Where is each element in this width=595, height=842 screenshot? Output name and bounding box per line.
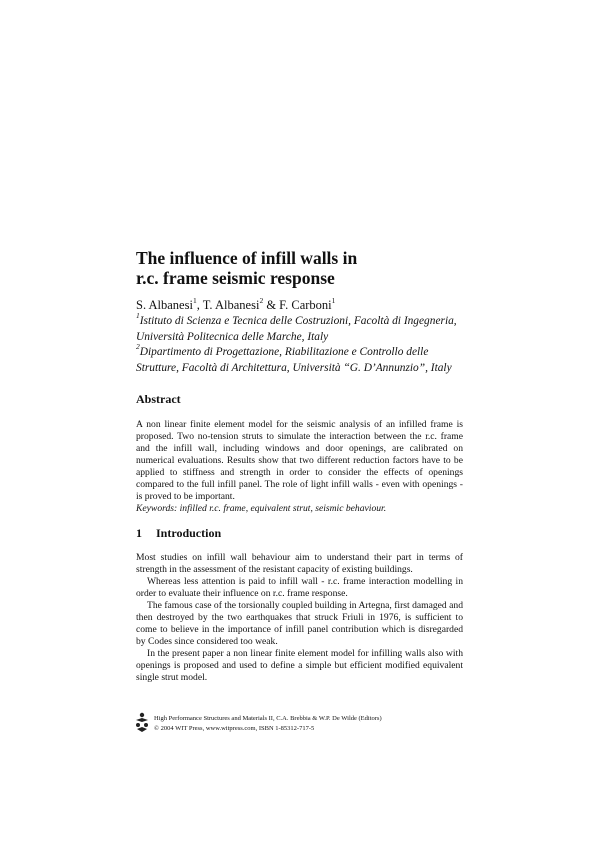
author-1-affil: 1 [192,295,197,305]
affiliations [136,311,476,376]
wit-press-logo-icon [134,711,150,733]
author-3: & F. Carboni [263,298,332,312]
affiliation-1-marker: 1 [136,311,140,321]
keywords: Keywords: infilled r.c. frame, equivalent strut, seismic behaviour. [136,503,387,514]
author-2-affil: 2 [259,295,264,305]
footer-line-1: High Performance Structures and Materials II, C.A. Brebbia & W.P. De Wilde (Editors) [154,715,382,722]
title-line-1: The influence of infill walls in [136,248,358,268]
paper-title [136,248,476,288]
footer-line-2: © 2004 WIT Press, www.witpress.com, ISBN 1-85312-717-5 [154,724,315,732]
introduction-body [136,552,463,684]
author-1: S. Albanesi [136,298,193,312]
section-number: 1 [136,526,142,540]
affiliation-2-text: Dipartimento di Progettazione, Riabilitazione e Controllo delle [139,346,429,358]
author-2: , T. Albanesi [196,298,260,312]
intro-paragraph-3: The famous case of the torsionally coupled building in Artegna, first damaged and then destroyed by the two earthquakes that struck Friuli in 1976, is sufficient to come to believe in the importance of infill panel contribution which is disregarded by Codes since considered too weak. [136,600,463,647]
author-3-affil: 1 [331,295,336,305]
affiliation-2-marker: 2 [136,342,140,352]
abstract-body [136,419,463,515]
affiliation-2-line-2: Strutture, Facoltà di Architettura, Università “G. D’Annunzio”, Italy [136,361,452,374]
affiliation-1-text: Istituto di Scienza e Tecnica delle Costruzioni, Facoltà di Ingegneria, [139,315,457,327]
author-list [136,295,336,313]
section-title: Introduction [156,526,222,540]
affiliation-1-line-2: Università Politecnica delle Marche, Italy [136,330,329,343]
abstract-heading: Abstract [136,392,181,406]
intro-paragraph-4: In the present paper a non linear finite element model for infilling walls also with openings is proposed and used to define a simple but efficient modified equivalent single strut model. [136,648,463,683]
section-heading-introduction [136,526,221,541]
affiliation-1-line-1 [136,311,476,330]
intro-paragraph-1: Most studies on infill wall behaviour aim to understand their part in terms of strength in the assessment of the resistant capacity of existing buildings. [136,552,463,575]
abstract-text: A non linear finite element model for the seismic analysis of an infilled frame is proposed. Two no-tension struts to simulate the interaction between the r.c. frame and the infill wall, including windows and door openings, are calibrated on numerical evaluations. Results show that two different reduction factors have to be applied to stiffness and strength in order to consider the effects of openings compared to the full infill panel. The role of light infill walls - even with openings - is proved to be important. [136,419,463,502]
title-line-2: r.c. frame seismic response [136,268,335,288]
footer-citation [154,714,382,733]
affiliation-2-line-1 [136,342,476,361]
intro-paragraph-2: Whereas less attention is paid to infill wall - r.c. frame interaction modelling in order to evaluate their influence on r.c. frame response. [136,576,463,599]
